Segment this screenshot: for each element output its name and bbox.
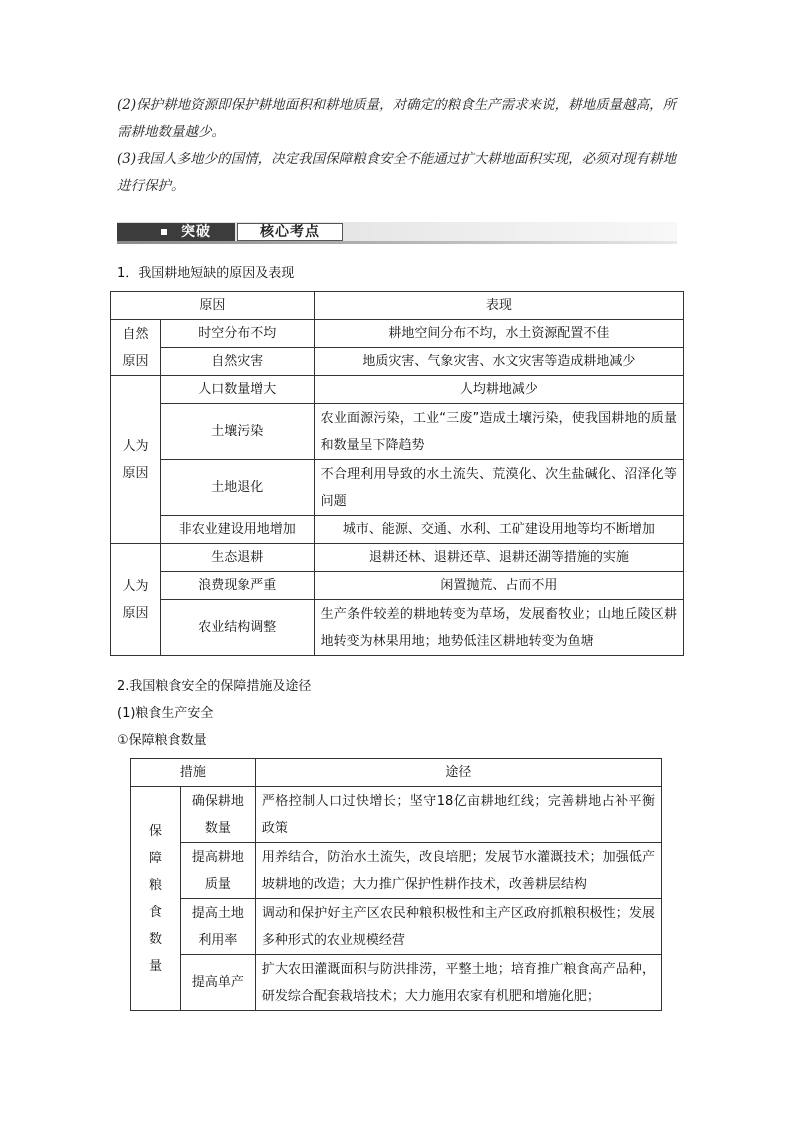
category-cell: 人为原因 — [111, 544, 161, 656]
section-banner — [117, 222, 677, 244]
approach-cell: 扩大农田灌溉面积与防洪排涝，平整土地；培育推广粮食高产品种，研发综合配套栽培技术；大力施用农家有机肥和增施化肥； — [255, 955, 661, 1011]
manifestation-cell: 不合理利用导致的水土流失、荒漠化、次生盐碱化、沼泽化等问题 — [314, 460, 683, 516]
table-row — [111, 320, 684, 348]
manifestation-cell: 耕地空间分布不均，水土资源配置不佳 — [314, 320, 683, 348]
paragraph-2: (2)保护耕地资源即保护耕地面积和耕地质量，对确定的粮食生产需求来说，耕地质量越高，所需耕地数量越少。 — [117, 97, 677, 140]
table-row — [131, 955, 662, 1011]
section2-title: 2.我国粮食安全的保障措施及途径 — [117, 679, 312, 694]
section2-subtitle-1: (1)粮食生产安全 — [117, 706, 214, 721]
table-row — [111, 544, 684, 572]
approach-cell: 严格控制人口过快增长；坚守18亿亩耕地红线；完善耕地占补平衡政策 — [255, 787, 661, 843]
manifestation-cell: 城市、能源、交通、水利、工矿建设用地等均不断增加 — [314, 516, 683, 544]
banner-label-right: 核心考点 — [237, 223, 343, 241]
table-header-row — [131, 759, 662, 787]
table-header-row — [111, 292, 684, 320]
section1-title: 1．我国耕地短缺的原因及表现 — [117, 266, 295, 281]
manifestation-cell: 人均耕地减少 — [314, 376, 683, 404]
measure-cell: 提高耕地质量 — [180, 843, 255, 899]
header-approach: 途径 — [255, 759, 661, 787]
header-cause: 原因 — [111, 292, 315, 320]
cause-cell: 非农业建设用地增加 — [160, 516, 314, 544]
header-manifestation: 表现 — [314, 292, 683, 320]
manifestation-cell: 农业面源污染，工业“三废”造成土壤污染，使我国耕地的质量和数量呈下降趋势 — [314, 404, 683, 460]
approach-cell: 用养结合，防治水土流失，改良培肥；发展节水灌溉技术；加强低产坡耕地的改造；大力推广保护性耕作技术，改善耕层结构 — [255, 843, 661, 899]
table-row — [111, 572, 684, 600]
paragraph-3: (3)我国人多地少的国情，决定我国保障粮食安全不能通过扩大耕地面积实现，必须对现有耕地进行保护。 — [117, 151, 677, 194]
manifestation-cell: 地质灾害、气象灾害、水文灾害等造成耕地减少 — [314, 348, 683, 376]
cause-cell: 自然灾害 — [160, 348, 314, 376]
table-row — [111, 600, 684, 656]
table-row — [111, 404, 684, 460]
table-row — [111, 376, 684, 404]
manifestation-cell: 闲置抛荒、占而不用 — [314, 572, 683, 600]
section2-subtitle-2: ①保障粮食数量 — [117, 733, 207, 748]
table-row — [111, 516, 684, 544]
measure-cell: 提高土地利用率 — [180, 899, 255, 955]
header-measure: 措施 — [131, 759, 256, 787]
cause-cell: 农业结构调整 — [160, 600, 314, 656]
square-bullet-icon — [161, 229, 167, 235]
cause-cell: 浪费现象严重 — [160, 572, 314, 600]
category-cell: 自然原因 — [111, 320, 161, 376]
manifestation-cell: 生产条件较差的耕地转变为草场，发展畜牧业；山地丘陵区耕地转变为林果用地；地势低洼区耕地转变为鱼塘 — [314, 600, 683, 656]
table-row — [111, 460, 684, 516]
cause-cell: 土地退化 — [160, 460, 314, 516]
measure-cell: 提高单产 — [180, 955, 255, 1011]
grain-quantity-table — [130, 758, 662, 1011]
table-row — [131, 787, 662, 843]
approach-cell: 调动和保护好主产区农民种粮积极性和主产区政府抓粮积极性；发展多种形式的农业规模经营 — [255, 899, 661, 955]
cause-cell: 人口数量增大 — [160, 376, 314, 404]
farmland-shortage-table — [110, 291, 684, 656]
table-row — [131, 899, 662, 955]
table-row — [131, 843, 662, 899]
cause-cell: 生态退耕 — [160, 544, 314, 572]
banner-label-left — [117, 223, 235, 241]
cause-cell: 土壤污染 — [160, 404, 314, 460]
measure-cell: 确保耕地数量 — [180, 787, 255, 843]
table-row — [111, 348, 684, 376]
category-cell: 人为原因 — [111, 376, 161, 544]
banner-underline — [117, 241, 677, 244]
category-cell: 保障粮食数量 — [131, 787, 181, 1011]
banner-left-text: 突破 — [181, 224, 211, 240]
cause-cell: 时空分布不均 — [160, 320, 314, 348]
manifestation-cell: 退耕还林、退耕还草、退耕还湖等措施的实施 — [314, 544, 683, 572]
